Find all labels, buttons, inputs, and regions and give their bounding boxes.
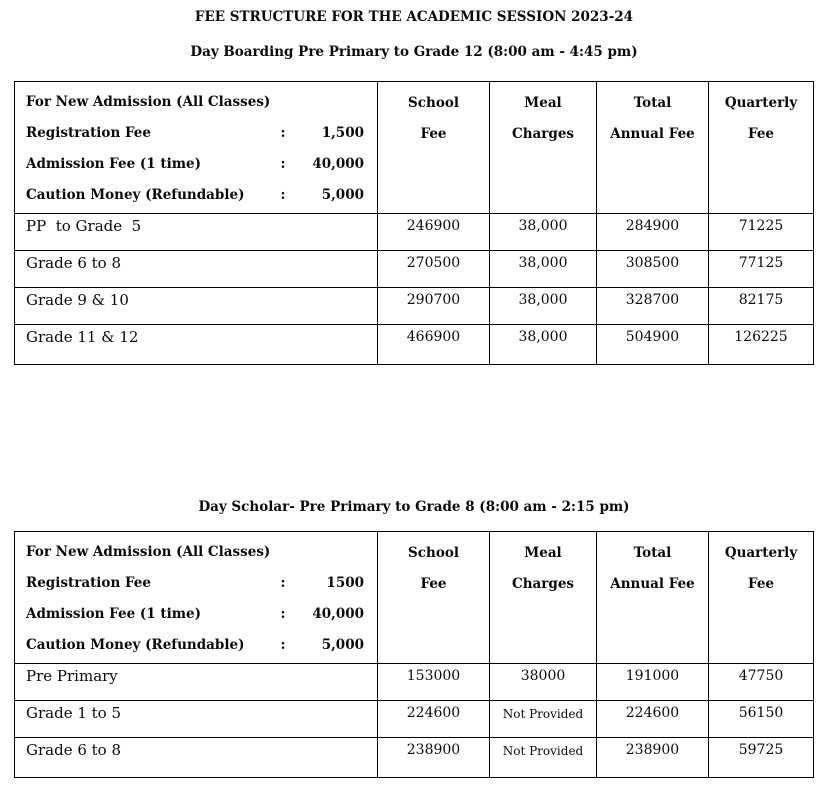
column-header-quarterly-fee: Quarterly Fee [709, 532, 814, 664]
fee-line-colon: : [280, 125, 286, 141]
fee-table-day-scholar [14, 531, 814, 778]
fee-line-label: Registration Fee [26, 575, 151, 591]
total-annual-fee-value: 328700 [597, 288, 709, 325]
total-annual-fee-value: 224600 [597, 701, 709, 738]
meal-charges-value: 38,000 [490, 214, 597, 251]
fee-line-label: Registration Fee [26, 125, 151, 141]
fee-line [26, 599, 364, 630]
admission-title: For New Admission (All Classes) [26, 544, 271, 560]
row-label: Grade 6 to 8 [15, 738, 378, 778]
table-row [15, 738, 814, 778]
quarterly-fee-value: 71225 [709, 214, 814, 251]
fee-line-colon: : [280, 606, 286, 622]
total-annual-fee-value: 284900 [597, 214, 709, 251]
fee-line-label: Caution Money (Refundable) [26, 187, 245, 203]
table-row [15, 288, 814, 325]
admission-title: For New Admission (All Classes) [26, 94, 271, 110]
quarterly-fee-value: 56150 [709, 701, 814, 738]
column-header-meal-charges: Meal Charges [490, 532, 597, 664]
school-fee-value: 238900 [378, 738, 490, 778]
fee-line-amount: 40,000 [312, 606, 364, 622]
table-row [15, 664, 814, 701]
fee-line [26, 118, 364, 149]
row-label: Grade 11 & 12 [15, 325, 378, 365]
fee-line-label: Caution Money (Refundable) [26, 637, 245, 653]
meal-charges-value: 38000 [490, 664, 597, 701]
fee-line-amount: 5,000 [321, 637, 364, 653]
fee-line-colon: : [280, 187, 286, 203]
fee-line-amount: 40,000 [312, 156, 364, 172]
column-header-school-fee: School Fee [378, 82, 490, 214]
total-annual-fee-value: 308500 [597, 251, 709, 288]
document-title: FEE STRUCTURE FOR THE ACADEMIC SESSION 2023-24 [194, 9, 634, 25]
quarterly-fee-value: 47750 [709, 664, 814, 701]
table-header-row [15, 82, 814, 214]
fee-line-amount: 1,500 [321, 125, 364, 141]
fee-line [26, 149, 364, 180]
fee-line [26, 568, 364, 599]
fee-line-colon: : [280, 156, 286, 172]
meal-charges-value: 38,000 [490, 325, 597, 365]
quarterly-fee-value: 59725 [709, 738, 814, 778]
table-row [15, 214, 814, 251]
fee-line-label: Admission Fee (1 time) [26, 606, 202, 622]
admission-info-cell [15, 532, 378, 664]
school-fee-value: 246900 [378, 214, 490, 251]
quarterly-fee-value: 126225 [709, 325, 814, 365]
fee-line [26, 180, 364, 211]
column-header-total-annual-fee: Total Annual Fee [597, 82, 709, 214]
total-annual-fee-value: 504900 [597, 325, 709, 365]
table-header-row [15, 532, 814, 664]
quarterly-fee-value: 77125 [709, 251, 814, 288]
row-label: Grade 6 to 8 [15, 251, 378, 288]
school-fee-value: 153000 [378, 664, 490, 701]
total-annual-fee-value: 238900 [597, 738, 709, 778]
column-header-meal-charges: Meal Charges [490, 82, 597, 214]
section-title-day-boarding: Day Boarding Pre Primary to Grade 12 (8:00 am - 4:45 pm) [190, 44, 638, 60]
meal-charges-value: 38,000 [490, 251, 597, 288]
column-header-total-annual-fee: Total Annual Fee [597, 532, 709, 664]
section-title-day-scholar: Day Scholar- Pre Primary to Grade 8 (8:00 am - 2:15 pm) [198, 499, 630, 515]
row-label: Grade 9 & 10 [15, 288, 378, 325]
admission-info-cell [15, 82, 378, 214]
school-fee-value: 466900 [378, 325, 490, 365]
row-label: Pre Primary [15, 664, 378, 701]
fee-table-day-boarding [14, 81, 814, 365]
fee-line-colon: : [280, 575, 286, 591]
total-annual-fee-value: 191000 [597, 664, 709, 701]
fee-line-amount: 5,000 [321, 187, 364, 203]
meal-charges-value: 38,000 [490, 288, 597, 325]
quarterly-fee-value: 82175 [709, 288, 814, 325]
fee-line-label: Admission Fee (1 time) [26, 156, 202, 172]
school-fee-value: 290700 [378, 288, 490, 325]
fee-line-amount: 1500 [326, 575, 364, 591]
school-fee-value: 270500 [378, 251, 490, 288]
row-label: Grade 1 to 5 [15, 701, 378, 738]
fee-line [26, 630, 364, 661]
column-header-school-fee: School Fee [378, 532, 490, 664]
meal-charges-value: Not Provided [490, 738, 597, 778]
table-row [15, 251, 814, 288]
row-label: PP to Grade 5 [15, 214, 378, 251]
school-fee-value: 224600 [378, 701, 490, 738]
column-header-quarterly-fee: Quarterly Fee [709, 82, 814, 214]
meal-charges-value: Not Provided [490, 701, 597, 738]
fee-line-colon: : [280, 637, 286, 653]
table-row [15, 325, 814, 365]
table-row [15, 701, 814, 738]
